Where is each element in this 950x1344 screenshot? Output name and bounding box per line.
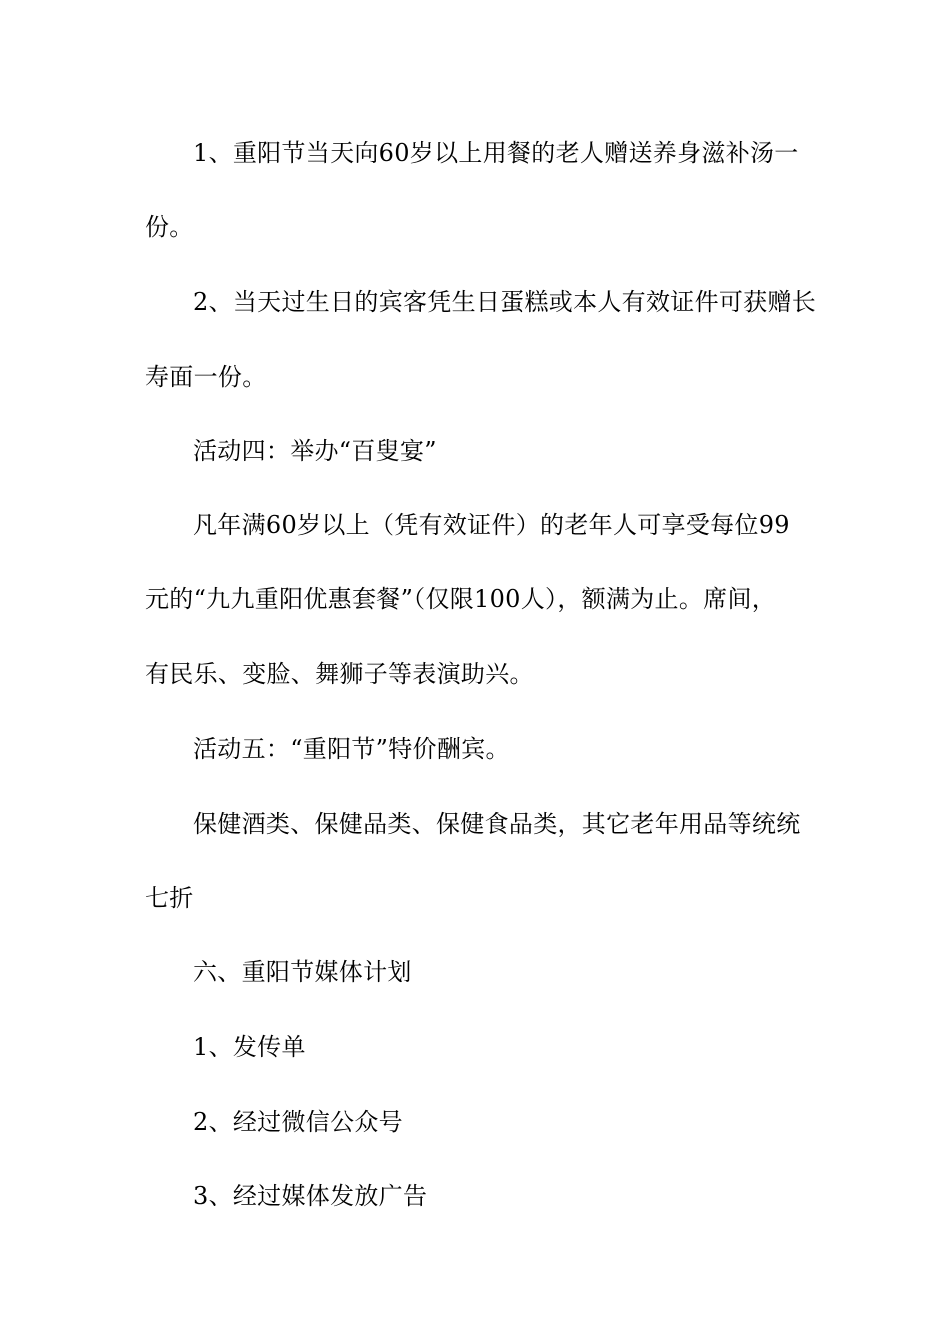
media-plan-item-1: 1、发传单	[193, 1033, 306, 1061]
paragraph-1-line-2: 份。	[145, 213, 194, 241]
paragraph-6-line-2: 七折	[145, 884, 194, 912]
paragraph-6-line-1: 保健酒类、保健品类、保健食品类，其它老年用品等统统	[193, 810, 801, 838]
paragraph-4-line-3: 有民乐、变脸、舞狮子等表演助兴。	[145, 660, 534, 688]
paragraph-1-line-1: 1、重阳节当天向60岁以上用餐的老人赠送养身滋补汤一	[193, 139, 799, 167]
paragraph-4-line-2: 元的“九九重阳优惠套餐”（仅限100人），额满为止。席间，	[145, 585, 777, 613]
media-plan-item-2: 2、经过微信公众号	[193, 1108, 403, 1136]
paragraph-2-line-2: 寿面一份。	[145, 363, 267, 391]
paragraph-2-line-1: 2、当天过生日的宾客凭生日蛋糕或本人有效证件可获赠长	[193, 288, 817, 316]
media-plan-item-3: 3、经过媒体发放广告	[193, 1182, 428, 1210]
activity-five-heading: 活动五：“重阳节”特价酬宾。	[193, 735, 510, 763]
paragraph-4-line-1: 凡年满60岁以上（凭有效证件）的老年人可享受每位99	[193, 511, 790, 539]
media-plan-heading: 六、重阳节媒体计划	[193, 958, 412, 986]
activity-four-heading: 活动四：举办“百叟宴”	[193, 437, 437, 465]
